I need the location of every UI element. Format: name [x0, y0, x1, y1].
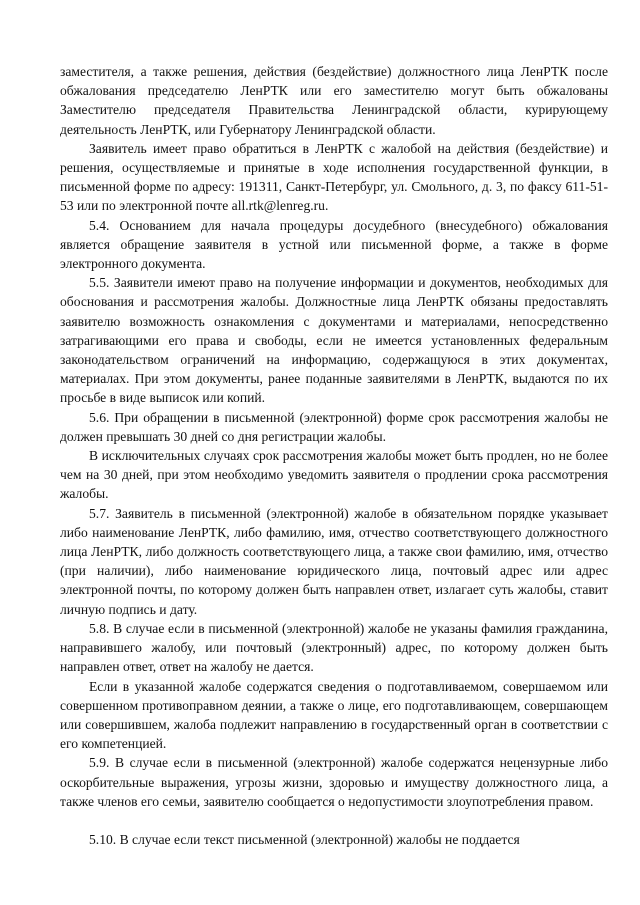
- paragraph-5-7: 5.7. Заявитель в письменной (электронной) жалобе в обязательном порядке указывает либо наименование ЛенРТК, либо фамилию, имя, отчество соответствующего должностного лица ЛенРТК, либо должность соответствующего лица, а также свои фамилию, имя, отчество (при наличии), либо наименование юридического лица, почтовый адрес или адрес электронной почты, по которому должен быть направлен ответ, излагает суть жалобы, ставит личную подпись и дату.: [60, 505, 608, 617]
- paragraph-5-6-extension: В исключительных случаях срок рассмотрения жалобы может быть продлен, но не более чем на 30 дней, при этом необходимо уведомить заявителя о продлении срока рассмотрения жалобы.: [60, 448, 608, 502]
- paragraph-5-9: 5.9. В случае если в письменной (электронной) жалобе содержатся нецензурные либо оскорбительные выражения, угрозы жизни, здоровью и имуществу должностного лица, а также членов его семьи, заявителю сообщается о недопустимости злоупотребления правом.: [60, 755, 608, 809]
- paragraph-5-8: 5.8. В случае если в письменной (электронной) жалобе не указаны фамилия гражданина, направившего жалобу, или почтовый (электронный) адрес, по которому должен быть направлен ответ, ответ на жалобу не дается.: [60, 620, 608, 675]
- paragraph-5-4: 5.4. Основанием для начала процедуры досудебного (внесудебного) обжалования является обращение заявителя в устной или письменной форме, а также в форме электронного документа.: [60, 217, 608, 272]
- paragraph-5-6: 5.6. При обращении в письменной (электронной) форме срок рассмотрения жалобы не должен превышать 30 дней со дня регистрации жалобы.: [60, 409, 608, 444]
- paragraph-complaint-address: Заявитель имеет право обратиться в ЛенРТК с жалобой на действия (бездействие) и решения, осуществляемые и принятые в ходе исполнения государственной функции, в письменной форме по адресу: 191311, Санкт-Петербург, ул. Смольного, д. 3, по факсу 611-51-53 или по электронной почте all.rtk@lenreg.ru.: [60, 140, 608, 214]
- paragraph-continuation: заместителя, а также решения, действия (бездействие) должностного лица ЛенРТК после обжалования председателю ЛенРТК или его заместителю могут быть обжалованы Заместителю председателя Правительства Ленинградской области, курирующему деятельность ЛенРТК, или Губернатору Ленинградской области.: [60, 64, 608, 137]
- paragraph-5-5: 5.5. Заявители имеют право на получение информации и документов, необходимых для обоснования и рассмотрения жалобы. Должностные лица ЛенРТК обязаны предоставлять заявителю возможность ознакомления с документами и материалами, непосредственно затрагивающими его права и свободы, если не имеется установленных федеральным законодательством ограничений на информацию, содержащуюся в этих документах, материалах. При этом документы, ранее поданные заявителями в ЛенРТК, выдаются по их просьбе в виде выписок или копий.: [60, 275, 608, 406]
- document-page: [60, 62, 608, 849]
- paragraph-5-8-unlawful-act: Если в указанной жалобе содержатся сведения о подготавливаемом, совершаемом или совершенном противоправном деянии, а также о лице, его подготавливающем, совершающем или совершившем, жалоба подлежит направлению в государственный орган в соответствии с его компетенцией.: [60, 678, 608, 752]
- paragraph-5-10: 5.10. В случае если текст письменной (электронной) жалобы не поддается: [89, 831, 520, 847]
